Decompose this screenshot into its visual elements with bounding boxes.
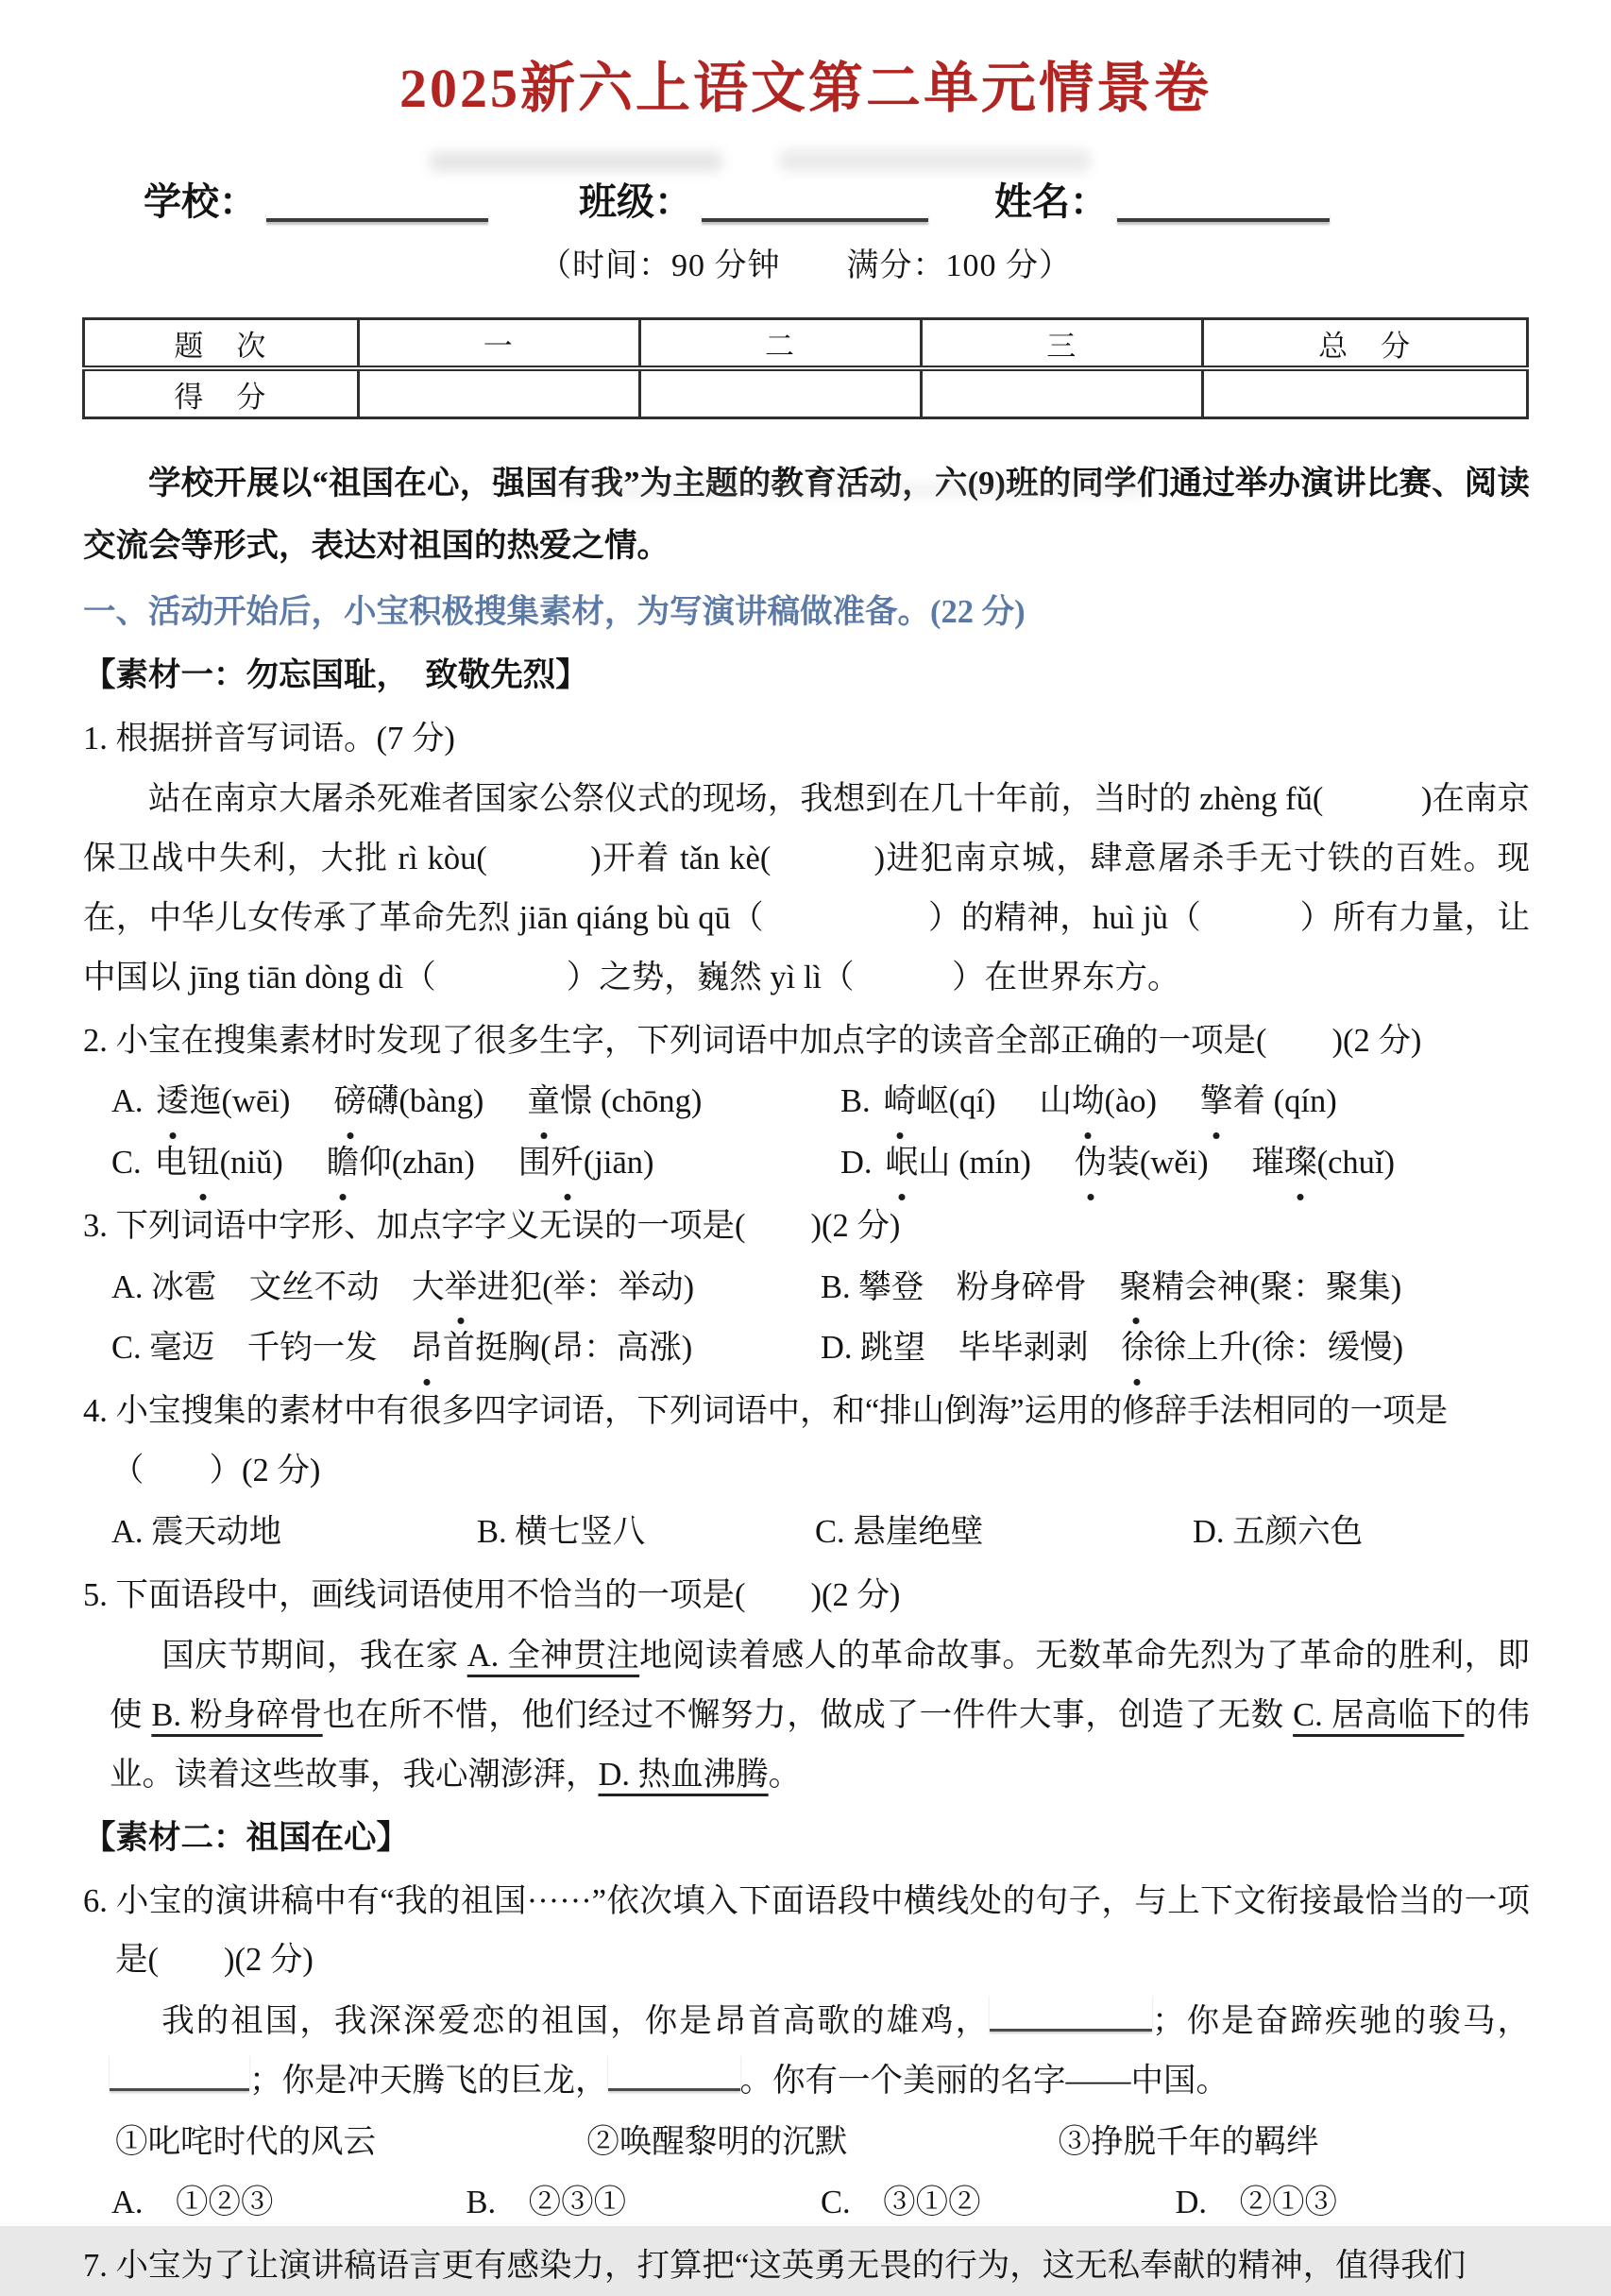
question-5-passage: 国庆节期间，我在家 A. 全神贯注地阅读着感人的革命故事。无数革命先烈为了革命的胜利，即使 B. 粉身碎骨也在所不惜，他们经过不懈努力，做成了一件件大事，创造了无数 C. 居高临下的伟业。读着这些故事，我心潮澎湃，D. 热血沸腾。: [110, 1638, 1531, 1793]
dotted-char: 昂: [410, 1318, 443, 1378]
dotted-char: 崎: [884, 1072, 917, 1131]
option-A: A. 震天动地: [111, 1513, 282, 1550]
question-5-stem: 5. 下面语段中，画线词语使用不恰当的一项是( )(2 分): [83, 1576, 901, 1613]
question-2-stem: 2. 小宝在搜集素材时发现了很多生字，下列词语中加点字的读音全部正确的一项是( )(2 分): [83, 1022, 1422, 1059]
dotted-char: 徐: [1121, 1318, 1154, 1378]
question-4-options-row: [83, 1503, 1530, 1562]
dotted-char: 歼: [551, 1133, 584, 1193]
option-A: [111, 1072, 840, 1131]
dotted-char: 聚: [1119, 1258, 1152, 1318]
option-B: B. 横七竖八: [477, 1513, 646, 1550]
dotted-char: 逶: [157, 1072, 190, 1131]
option-word: 璀璨(chuǐ): [1252, 1133, 1395, 1193]
score-table-score-row: [84, 368, 1528, 418]
question-1-stem: 1. 根据拼音写词语。(7 分): [83, 720, 455, 757]
option-A: A. ①②③: [111, 2185, 274, 2221]
underlined-phrase-A: A. 全神贯注: [466, 1638, 640, 1675]
dotted-char: 坳: [1072, 1072, 1105, 1131]
option-word: 山坳(ào): [1039, 1072, 1157, 1131]
question-3-stem: 3. 下列词语中字形、加点字字义无误的一项是( )(2 分): [83, 1207, 901, 1244]
material-one-heading: 【素材一：勿忘国耻， 致敬先烈】: [83, 656, 588, 693]
class-label: 班级：: [579, 180, 692, 223]
option-A: A. 冰雹 文丝不动 大举进犯(举：举动): [111, 1258, 821, 1318]
dotted-char: 举: [445, 1258, 478, 1318]
option-D: D. 五颜六色: [1193, 1513, 1364, 1550]
question-3-options-row-1: [83, 1258, 1530, 1318]
sentence-item-1: ①叱咤时代的风云: [115, 2123, 376, 2160]
option-label: D.: [840, 1145, 873, 1182]
question-6-options-row: [83, 2173, 1530, 2233]
paper-body: [83, 453, 1530, 2296]
class-write-line: [702, 213, 928, 222]
option-word: 逶迤(wēi): [157, 1072, 291, 1131]
dotted-char: 擎: [1200, 1072, 1233, 1131]
option-label: B.: [840, 1083, 871, 1120]
option-label: C.: [111, 1145, 142, 1182]
option-D: D. ②①③: [1175, 2185, 1338, 2221]
option-word: 崎岖(qí): [884, 1072, 996, 1131]
score-row-label: 得 分: [84, 368, 359, 418]
class-field: [579, 172, 928, 226]
school-label: 学校：: [144, 180, 257, 223]
score-header-cell: 题 次: [84, 319, 359, 369]
underlined-phrase-C: C. 居高临下: [1293, 1697, 1465, 1734]
dotted-char: 璨: [1284, 1133, 1317, 1193]
option-word: 磅礴(bàng): [333, 1072, 483, 1131]
option-word: 童憬 (chōng): [527, 1072, 702, 1131]
option-word: 围歼(jiān): [518, 1133, 654, 1193]
name-label: 姓名：: [994, 180, 1108, 223]
option-D: [840, 1133, 1395, 1193]
score-header-cell: 二: [639, 319, 921, 369]
score-header-cell: 三: [922, 319, 1203, 369]
question-7-stem: 7. 小宝为了让演讲稿语言更有感染力，打算把“这英勇无畏的行为，这无私奉献的精神，值得我们: [83, 2248, 1467, 2285]
question-3-options-row-2: [83, 1318, 1530, 1378]
question-4-stem-line-2: （ ）(2 分): [111, 1453, 321, 1489]
sentence-item-3: ③挣脱千年的羁绊: [1058, 2123, 1319, 2160]
option-B: B. 攀登 粉身碎骨 聚精会神(聚：聚集): [821, 1258, 1530, 1318]
section-one-heading: 一、活动开始后，小宝积极搜集素材，为写演讲稿做准备。(22 分): [83, 594, 1026, 631]
dotted-char: 童: [527, 1072, 560, 1131]
option-D: D. 跳望 毕毕剥剥 徐徐上升(徐：缓慢): [821, 1318, 1530, 1378]
paper-title: 2025新六上语文第二单元情景卷: [399, 58, 1212, 119]
dotted-char: 磅: [333, 1072, 366, 1131]
score-empty-cell: [639, 368, 921, 418]
score-empty-cell: [358, 368, 639, 418]
score-header-cell: 一: [358, 319, 639, 369]
option-word: 擎着 (qín): [1200, 1072, 1337, 1131]
option-word: 瞻仰(zhān): [327, 1133, 475, 1193]
scan-smudge: [430, 151, 722, 172]
dotted-char: 岷: [886, 1133, 919, 1193]
dotted-char: 伪: [1075, 1133, 1108, 1193]
option-C: C. ③①②: [821, 2185, 981, 2221]
option-label: A.: [111, 1083, 144, 1120]
intro-paragraph: 学校开展以“祖国在心，强国有我”为主题的教育活动，六(9)班的同学们通过举办演讲比赛、阅读交流会等形式，表达对祖国的热爱之情。: [83, 466, 1530, 564]
option-word: 电钮(niǔ): [155, 1133, 283, 1193]
option-word: 岷山 (mín): [886, 1133, 1031, 1193]
sentence-item-2: ②唤醒黎明的沉默: [586, 2123, 848, 2160]
score-header-cell: 总 分: [1203, 319, 1528, 369]
time-score-meta: （时间：90 分钟 满分：100 分）: [539, 248, 1072, 283]
student-info-row: [144, 172, 1469, 226]
option-B: [840, 1072, 1337, 1131]
score-empty-cell: [1203, 368, 1528, 418]
question-4-stem-line-1: 4. 小宝搜集的素材中有很多四字词语，下列词语中，和“排山倒海”运用的修辞手法相同的一项是: [83, 1393, 1449, 1430]
school-field: [144, 172, 488, 226]
option-word: 伪装(wěi): [1075, 1133, 1209, 1193]
name-field: [994, 172, 1330, 226]
name-write-line: [1117, 213, 1330, 222]
question-1-passage: 站在南京大屠杀死难者国家公祭仪式的现场，我想到在几十年前，当时的 zhèng fǔ( )在南京保卫战中失利，大批 rì kòu( )开着 tǎn kè( )进犯南京城，肆意屠杀手无寸铁的百姓。现在，中华儿女传承了革命先烈 jiān qiáng bù qū（ ）的精神，huì jù（ ）所有力量，让中国以 jīng tiān dòng dì（ ）之势，巍然 yì lì（ ）在世界东方。: [83, 781, 1530, 995]
school-write-line: [266, 213, 488, 222]
question-2-options-row-1: [83, 1072, 1530, 1131]
option-C: C. 悬崖绝壁: [815, 1513, 984, 1550]
score-table: [82, 317, 1529, 419]
question-6-stem: 6. 小宝的演讲稿中有“我的祖国······”依次填入下面语段中横线处的句子，与上下文衔接最恰当的一项是( )(2 分): [83, 1882, 1530, 1979]
underlined-phrase-D: D. 热血沸腾: [598, 1756, 769, 1793]
question-6-passage: 我的祖国，我深深爱恋的祖国，你是昂首高歌的雄鸡， ；你是奋蹄疾驰的骏马，；你是冲天腾飞的巨龙， 。你有一个美丽的名字——中国。: [110, 1992, 1530, 2111]
underlined-phrase-B: B. 粉身碎骨: [151, 1697, 323, 1734]
fill-blank-line: [110, 2054, 249, 2091]
scan-smudge: [557, 484, 1143, 497]
material-two-heading: 【素材二：祖国在心】: [83, 1819, 409, 1856]
option-C: [111, 1133, 840, 1193]
question-6-sentence-items: [83, 2113, 1530, 2172]
fill-blank-line: [990, 1995, 1152, 2032]
dotted-char: 瞻: [327, 1133, 360, 1193]
scan-smudge: [779, 149, 1091, 172]
option-B: B. ②③①: [466, 2185, 627, 2221]
fill-blank-line: [608, 2054, 740, 2091]
option-C: C. 毫迈 千钧一发 昂首挺胸(昂：高涨): [111, 1318, 821, 1378]
score-table-header-row: [84, 319, 1528, 369]
question-2-options-row-2: [83, 1133, 1530, 1193]
dotted-char: 钮: [187, 1133, 220, 1193]
score-empty-cell: [922, 368, 1203, 418]
